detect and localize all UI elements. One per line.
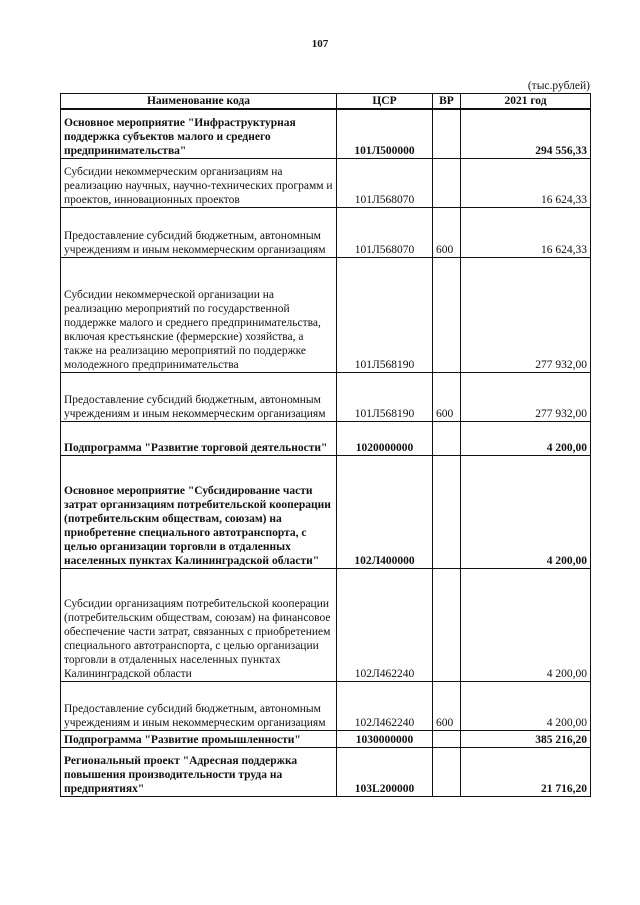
row-amount: 294 556,33	[461, 109, 591, 158]
row-vr: 600	[433, 372, 461, 421]
row-csr: 1030000000	[337, 730, 433, 747]
table-row	[61, 109, 591, 158]
row-amount: 4 200,00	[461, 681, 591, 730]
table-row	[61, 568, 591, 681]
table-row	[61, 158, 591, 207]
row-name-text: Субсидии организациям потребительской кооперации (потребительским обществам, союзам) на финансовое обеспечение части затрат, связанных с приобретением специального автотранспорта, с целью организации торговли в отдаленных населенных пунктах Калининградской области	[64, 597, 331, 680]
row-name-text: Предоставление субсидий бюджетным, автономным учреждениям и иным некоммерческим организациям	[64, 702, 326, 729]
row-vr	[433, 747, 461, 796]
row-csr: 1020000000	[337, 421, 433, 455]
table-row	[61, 372, 591, 421]
row-name	[61, 747, 337, 796]
table-row	[61, 207, 591, 257]
row-vr: 600	[433, 681, 461, 730]
row-name-text: Подпрограмма "Развитие торговой деятельности"	[64, 441, 328, 454]
page-number: 107	[311, 38, 329, 50]
row-csr: 101Л568190	[337, 257, 433, 372]
row-name-text: Подпрограмма "Развитие промышленности"	[64, 733, 301, 746]
row-amount: 385 216,20	[461, 730, 591, 747]
row-name-text: Региональный проект "Адресная поддержка повышения производительности труда на предприятиях"	[64, 754, 298, 795]
row-amount: 277 932,00	[461, 257, 591, 372]
row-vr	[433, 421, 461, 455]
row-name-text: Предоставление субсидий бюджетным, автономным учреждениям и иным некоммерческим организациям	[64, 393, 326, 420]
header-csr: ЦСР	[337, 94, 433, 110]
row-vr	[433, 455, 461, 568]
row-amount: 16 624,33	[461, 158, 591, 207]
row-name-text: Основное мероприятие "Субсидирование части затрат организациям потребительской кооперации (потребительским обществам, союзам) на приобретение специального автотранспорта, с целью организации торговли в отдаленных населенных пунктах Калининградской области"	[64, 484, 331, 567]
table-row	[61, 730, 591, 747]
units-label: (тыс.рублей)	[527, 80, 590, 92]
header-name: Наименование кода	[61, 94, 337, 110]
row-amount: 16 624,33	[461, 207, 591, 257]
budget-table	[60, 93, 591, 797]
row-amount: 4 200,00	[461, 455, 591, 568]
row-vr	[433, 109, 461, 158]
row-vr: 600	[433, 207, 461, 257]
row-name	[61, 730, 337, 747]
row-name	[61, 207, 337, 257]
row-name	[61, 257, 337, 372]
row-vr	[433, 730, 461, 747]
row-name-text: Субсидии некоммерческим организациям на реализацию научных, научно-технических программ и проектов, инновационных проектов	[64, 165, 333, 206]
table-header-row	[61, 94, 591, 110]
row-vr	[433, 568, 461, 681]
row-name	[61, 372, 337, 421]
row-csr: 103L200000	[337, 747, 433, 796]
header-year: 2021 год	[461, 94, 591, 110]
row-name-text: Предоставление субсидий бюджетным, автономным учреждениям и иным некоммерческим организациям	[64, 229, 326, 256]
row-name	[61, 421, 337, 455]
row-name	[61, 455, 337, 568]
row-amount: 277 932,00	[461, 372, 591, 421]
row-csr: 101Л568070	[337, 207, 433, 257]
row-amount: 4 200,00	[461, 421, 591, 455]
row-vr	[433, 158, 461, 207]
row-csr: 102Л400000	[337, 455, 433, 568]
row-vr	[433, 257, 461, 372]
row-csr: 102Л462240	[337, 681, 433, 730]
table-row	[61, 455, 591, 568]
table-row	[61, 421, 591, 455]
row-amount: 21 716,20	[461, 747, 591, 796]
row-name-text: Субсидии некоммерческой организации на реализацию мероприятий по государственной поддержке малого и среднего предпринимательства, включая крестьянские (фермерские) хозяйства, а также на реализацию мероприятий по поддержке молодежного предпринимательства	[64, 288, 321, 371]
table-row	[61, 747, 591, 796]
header-vr: ВР	[433, 94, 461, 110]
table-row	[61, 681, 591, 730]
row-name	[61, 158, 337, 207]
row-csr: 102Л462240	[337, 568, 433, 681]
row-csr: 101Л500000	[337, 109, 433, 158]
row-name-text: Основное мероприятие "Инфраструктурная поддержка субъектов малого и среднего предпринимательства"	[64, 116, 296, 157]
row-amount: 4 200,00	[461, 568, 591, 681]
row-name	[61, 109, 337, 158]
table-row	[61, 257, 591, 372]
row-csr: 101Л568070	[337, 158, 433, 207]
row-name	[61, 681, 337, 730]
row-csr: 101Л568190	[337, 372, 433, 421]
row-name	[61, 568, 337, 681]
